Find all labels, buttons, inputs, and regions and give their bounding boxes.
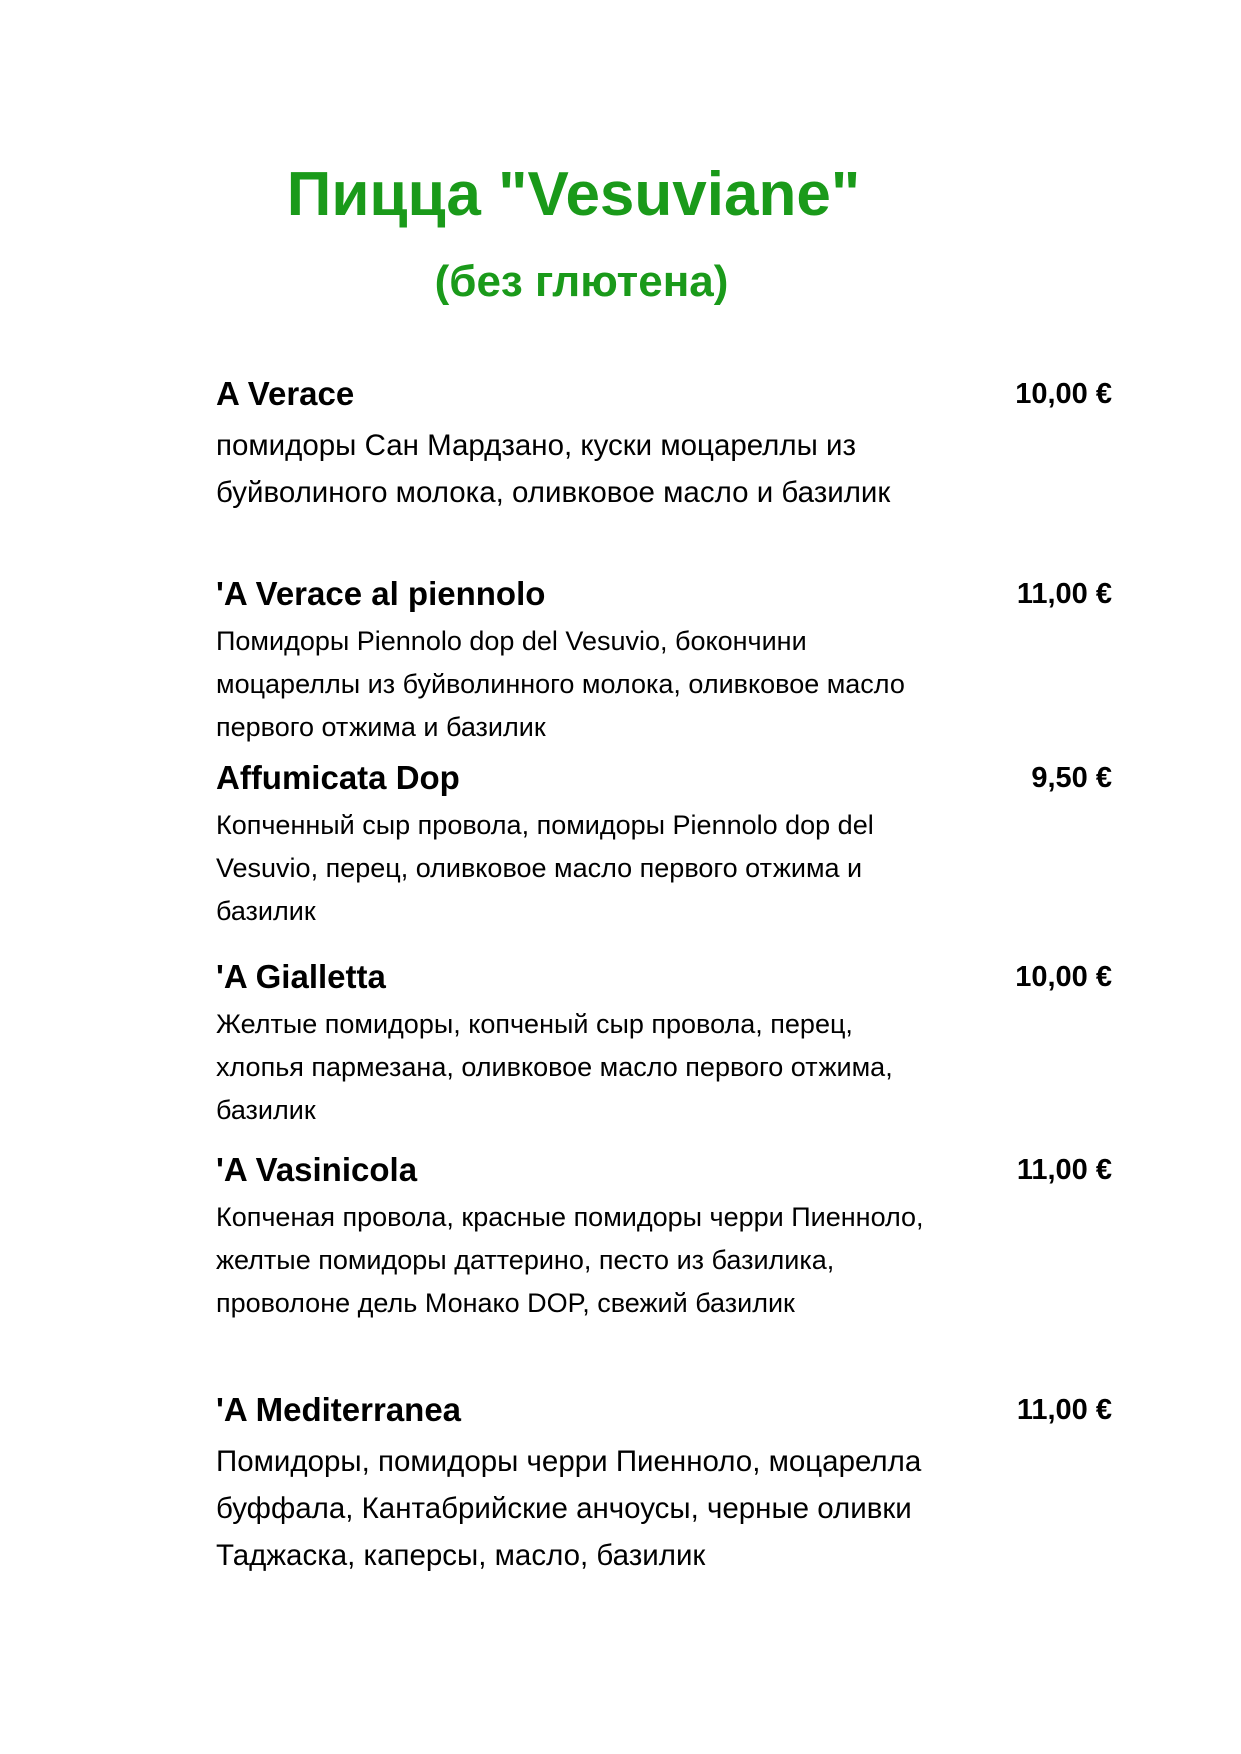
item-name: Affumicata Dop — [216, 759, 460, 796]
item-name: 'A Vasinicola — [216, 1151, 418, 1188]
item-price: 9,50 € — [1031, 762, 1112, 794]
page-subtitle: (без глютена) — [434, 257, 729, 306]
item-name: 'A Mediterranea — [216, 1391, 462, 1428]
item-name: A Verace — [216, 375, 355, 412]
item-description: Помидоры, помидоры черри Пиенноло, моцарелла буффала, Кантабрийские анчоусы, черные оливки Таджаска, каперсы, масло, базилик — [216, 1445, 922, 1572]
item-description: Копченая провола, красные помидоры черри Пиенноло, желтые помидоры даттерино, песто из базилика, проволоне дель Монако DOP, свежий базилик — [216, 1202, 924, 1318]
item-description: Помидоры Piennolo dop del Vesuvio, бокончини моцареллы из буйволинного молока, оливковое масло первого отжима и базилик — [216, 626, 905, 742]
item-description: Копченный сыр провола, помидоры Piennolo dop del Vesuvio, перец, оливковое масло первого отжима и базилик — [216, 810, 874, 926]
item-price: 10,00 € — [1015, 378, 1112, 410]
item-name: 'A Verace al piennolo — [216, 575, 546, 612]
item-name: 'A Gialletta — [216, 958, 386, 995]
item-description: Желтые помидоры, копченый сыр провола, перец, хлопья пармезана, оливковое масло первого отжима, базилик — [216, 1009, 893, 1125]
item-price: 11,00 € — [1016, 1394, 1112, 1426]
item-description: помидоры Сан Мардзано, куски моцареллы из буйволиного молока, оливковое масло и базилик — [216, 429, 891, 509]
item-price: 10,00 € — [1015, 961, 1112, 993]
page-title: Пицца "Vesuviane" — [286, 160, 861, 229]
item-price: 11,00 € — [1016, 578, 1112, 610]
item-price: 11,00 € — [1016, 1154, 1112, 1186]
